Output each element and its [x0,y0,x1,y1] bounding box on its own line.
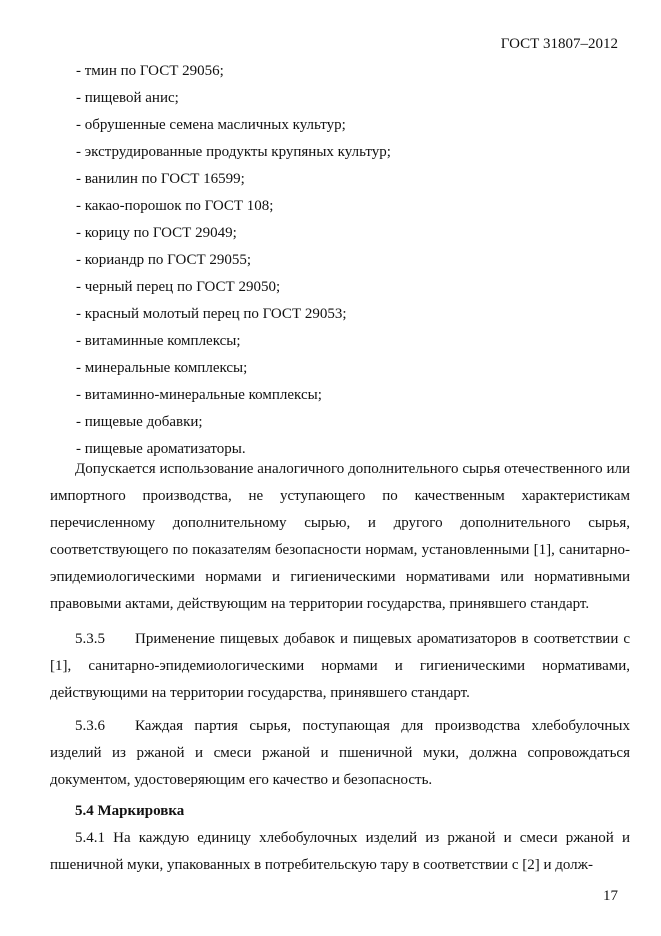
list-item: - черный перец по ГОСТ 29050; [76,279,281,295]
list-item: - ванилин по ГОСТ 16599; [76,171,245,187]
list-item: - кориандр по ГОСТ 29055; [76,252,252,268]
list-item: - красный молотый перец по ГОСТ 29053; [76,306,347,322]
paragraph-5-4-1: 5.4.1 На каждую единицу хлебобулочных изделий из ржаной и смеси ржаной и пшеничной муки, упакованных в потребительскую тару в соответствии с [2] и долж- [50,830,630,873]
clause-number: 5.3.6 [75,718,105,734]
list-item: - минеральные комплексы; [76,360,248,376]
document-code: ГОСТ 31807–2012 [500,36,618,52]
list-item: - витаминно-минеральные комплексы; [76,387,322,403]
list-item: - тмин по ГОСТ 29056; [76,63,224,79]
clause-text: Применение пищевых добавок и пищевых ароматизаторов в соответствии с [1], санитарно-эпидемиологическими нормами и гигиеническими нормативами, действующими на территории государства, принявшего стандарт. [50,631,630,701]
list-item: - экструдированные продукты крупяных культур; [76,144,391,160]
list-item: - корицу по ГОСТ 29049; [76,225,237,241]
additional-ingredients-list [76,58,391,463]
list-item: - витаминные комплексы; [76,333,241,349]
page-number: 17 [603,888,618,904]
paragraph-5-3-6 [50,713,630,794]
list-item: - какао-порошок по ГОСТ 108; [76,198,274,214]
list-item: - пищевые добавки; [76,414,203,430]
paragraph-5-3-5 [50,626,630,707]
list-item: - пищевой анис; [76,90,179,106]
list-item: - обрушенные семена масличных культур; [76,117,346,133]
clause-text: Каждая партия сырья, поступающая для производства хлебобулочных изделий из ржаной и смеси ржаной и пшеничной муки, должна сопровождаться документом, удостоверяющим его качество и безопасность. [50,718,630,788]
clause-number: 5.3.5 [75,631,105,647]
list-item: - пищевые ароматизаторы. [76,441,246,457]
paragraph-analog-ingredients: Допускается использование аналогичного дополнительного сырья отечественного или импортного производства, не уступающего по качественным характеристикам перечисленному дополнительному сырью, и другого дополнительного сырья, соответствующего по показателям безопасности нормам, установленными [1], санитарно-эпидемиологическими нормами и гигиеническими нормативами или нормативными правовыми актами, действующим на территории государства, принявшего стандарт. [50,461,630,612]
section-heading-labeling: 5.4 Маркировка [75,803,185,819]
